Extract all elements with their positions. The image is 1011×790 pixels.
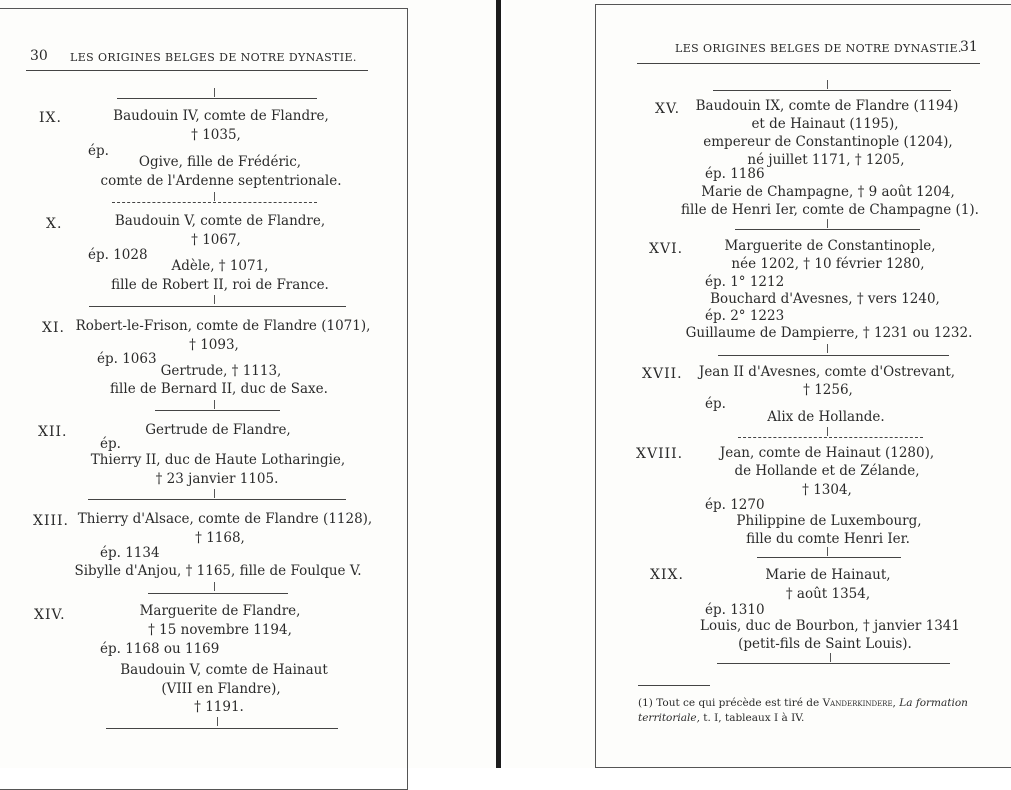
generation-numeral: X. (46, 216, 63, 232)
descent-tick (214, 192, 215, 201)
person-line: † 1067, (191, 232, 241, 248)
generation-numeral: XV. (655, 101, 681, 117)
footnote-author: Vanderkindere, (822, 697, 896, 709)
page-number: 30 (30, 48, 48, 64)
spouse-line: Sibylle d'Anjou, † 1165, fille de Foulque V. (74, 563, 362, 579)
spouse-line: fille de Robert II, roi de France. (111, 277, 329, 293)
marriage-label: ép. 1028 (88, 247, 148, 263)
generation-numeral: IX. (39, 110, 62, 126)
marriage-label: ép. 1310 (705, 602, 765, 618)
person-line: empereur de Constantinople (1204), (703, 134, 953, 150)
divider-rule (757, 557, 901, 558)
person-line: Marguerite de Constantinople, (724, 238, 936, 254)
footnote-line-2 (638, 712, 804, 724)
descent-tick (214, 582, 215, 591)
divider-rule (735, 229, 920, 230)
divider-rule (718, 355, 949, 356)
person-line: † 1093, (189, 337, 239, 353)
descent-tick (827, 344, 828, 353)
marriage-label: ép. 1063 (97, 351, 157, 367)
descent-tick (217, 717, 218, 726)
spouse-line: Marie de Champagne, † 9 août 1204, (701, 184, 955, 200)
person-line: Marie de Hainaut, (765, 567, 891, 583)
spouse-line: † 23 janvier 1105. (155, 471, 279, 487)
spouse-line: fille de Bernard II, duc de Saxe. (110, 381, 328, 397)
generation-numeral: XVIII. (636, 446, 684, 462)
generation-numeral: XIX. (650, 567, 684, 583)
footnote-title: La formation (899, 697, 968, 709)
person-line: Baudouin V, comte de Flandre, (114, 213, 326, 229)
bottom-rule (106, 728, 338, 729)
person-line: † 15 novembre 1194, (148, 622, 292, 638)
person-line: Thierry d'Alsace, comte de Flandre (1128), (77, 511, 373, 527)
marriage-label: ép. (100, 436, 121, 452)
spouse-line: (petit-fils de Saint Louis). (738, 636, 912, 652)
person-line: Jean, comte de Hainaut (1280), (719, 445, 935, 461)
bottom-rule (717, 663, 950, 664)
spouse-line: Gertrude, † 1113, (160, 363, 282, 379)
divider-rule (713, 90, 951, 91)
spouse-line: Philippine de Luxembourg, (736, 513, 922, 529)
spouse-line: Thierry II, duc de Haute Lotharingie, (90, 452, 346, 468)
spouse-line: † 1191. (194, 699, 244, 715)
left-page (0, 0, 500, 768)
marriage-label: ép. 2° 1223 (705, 308, 785, 324)
generation-numeral: XIII. (33, 513, 70, 529)
divider-rule (89, 306, 346, 307)
spouse-line: Alix de Hollande. (767, 409, 885, 425)
person-line: Robert-le-Frison, comte de Flandre (1071), (75, 318, 371, 334)
descent-tick (214, 400, 215, 409)
person-line: née 1202, † 10 février 1280, (731, 256, 925, 272)
person-line: † 1256, (803, 382, 853, 398)
generation-numeral: XII. (38, 424, 68, 440)
running-head: LES ORIGINES BELGES DE NOTRE DYNASTIE. (675, 42, 962, 55)
spouse-line: Guillaume de Dampierre, † 1231 ou 1232. (685, 325, 973, 341)
descent-tick (827, 547, 828, 556)
divider-rule (155, 410, 280, 411)
footnote-title: territoriale, (638, 712, 700, 724)
person-line: † 1035, (191, 127, 241, 143)
person-line: de Hollande et de Zélande, (734, 463, 920, 479)
spouse-line: Bouchard d'Avesnes, † vers 1240, (710, 291, 940, 307)
person-line: † 1304, (802, 482, 852, 498)
spouse-line: Adèle, † 1071, (171, 258, 269, 274)
spouse-line: Louis, duc de Bourbon, † janvier 1341 (700, 618, 960, 634)
divider-rule (112, 202, 317, 203)
footnote-line-1 (638, 697, 968, 709)
page-number: 31 (960, 39, 978, 55)
marriage-label: ép. (705, 396, 726, 412)
descent-tick (214, 295, 215, 304)
marriage-label: ép. 1186 (705, 166, 765, 182)
marriage-label: ép. 1134 (100, 545, 160, 561)
person-line: Marguerite de Flandre, (139, 603, 301, 619)
spouse-line: fille du comte Henri Ier. (746, 531, 910, 547)
book-gutter (496, 0, 501, 768)
marriage-label: ép. 1270 (705, 497, 765, 513)
descent-tick (827, 80, 828, 89)
person-line: Baudouin IX, comte de Flandre (1194) (695, 98, 959, 114)
descent-tick (830, 653, 831, 662)
spouse-line: (VIII en Flandre), (161, 681, 281, 697)
generation-numeral: XVI. (649, 241, 684, 257)
descent-tick (214, 489, 215, 498)
generation-numeral: XIV. (34, 607, 66, 623)
right-page (505, 0, 1011, 768)
descent-tick (827, 219, 828, 228)
footnote-rule (638, 685, 710, 686)
person-line: Baudouin IV, comte de Flandre, (113, 108, 329, 124)
header-rule (637, 63, 980, 64)
spouse-line: comte de l'Ardenne septentrionale. (100, 173, 342, 189)
marriage-label: ép. 1168 ou 1169 (100, 641, 220, 657)
person-line: Gertrude de Flandre, (145, 422, 291, 438)
spouse-line: Ogive, fille de Frédéric, (138, 154, 302, 170)
person-line: né juillet 1171, † 1205, (747, 152, 905, 168)
generation-numeral: XI. (42, 320, 65, 336)
footnote-text: t. I, tableaux I à IV. (703, 712, 805, 724)
header-rule (26, 70, 368, 71)
running-head: LES ORIGINES BELGES DE NOTRE DYNASTIE. (70, 51, 357, 64)
divider-rule (148, 593, 288, 594)
descent-tick (214, 88, 215, 97)
person-line: † août 1354, (785, 586, 871, 602)
divider-rule (88, 499, 346, 500)
person-line: Jean II d'Avesnes, comte d'Ostrevant, (698, 364, 956, 380)
marriage-label: ép. 1° 1212 (705, 274, 785, 290)
divider-rule (117, 98, 317, 99)
spouse-line: fille de Henri Ier, comte de Champagne (1). (681, 202, 979, 218)
marriage-label: ép. (88, 143, 109, 159)
descent-tick (827, 427, 828, 436)
spouse-line: Baudouin V, comte de Hainaut (120, 662, 328, 678)
person-line: et de Hainaut (1195), (751, 116, 899, 132)
divider-rule (738, 437, 923, 438)
footnote-text: Tout ce qui précède est tiré de (656, 697, 820, 709)
footnote-mark: (1) (638, 697, 653, 709)
generation-numeral: XVII. (642, 366, 683, 382)
person-line: † 1168, (195, 530, 245, 546)
